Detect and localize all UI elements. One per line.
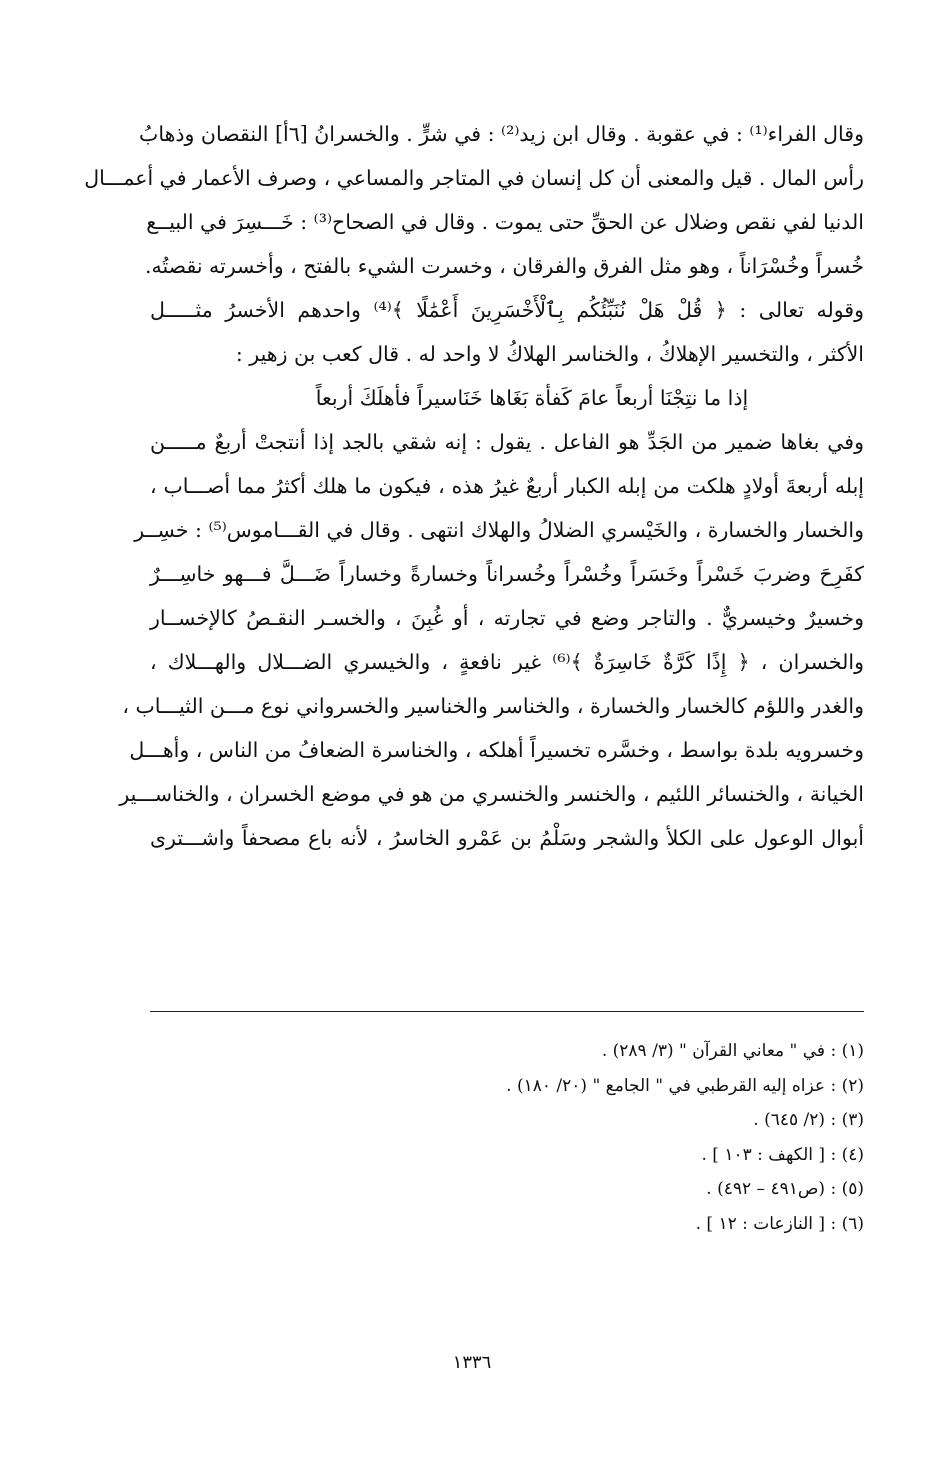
text-line-1: وقال الفراء⁽¹⁾ : في عقوبة . وقال ابن زيد⁽²⁾ : في شرٍّ . والخسرانُ [٦أ] النقصان وذهابُ (139, 122, 864, 146)
page-number: ١٣٣٦ (452, 1352, 492, 1373)
footnotes (244, 1034, 864, 1241)
text-line-16: الخيانة ، والخنسائر اللئيم ، والخنسر والخنسري من هو في موضع الخسران ، والخناســـير (119, 782, 864, 806)
footnote-4: (٤) : [ الكهف : ١٠٣ ] . (701, 1144, 864, 1165)
text-line-10: والخسار والخسارة ، والخَيْسري الضلالُ والهلاك انتهى . وقال في القـــاموس⁽⁵⁾ : خسِــر (134, 518, 864, 542)
text-line-6: الأكثر ، والتخسير الإهلاكُ ، والخناسر الهلاكُ لا واحد له . قال كعب بن زهير : (235, 342, 864, 366)
text-line-12: وخسيرٌ وخيسريٌّ . والتاجر وضع في تجارته ، أو غُبِنَ ، والخسـر النقـصُ كالإخســار (150, 606, 864, 630)
footnote-5: (٥) : (ص٤٩١ – ٤٩٢) . (706, 1179, 864, 1199)
text-line-11: كفَرِحَ وضربَ خَسْراً وخَسَراً وخُسْراً وخُسراناً وخسارةً وخساراً ضَـــلَّ فـــهو خاسِـــرٌ (150, 562, 864, 586)
footnote-6: (٦) : [ النازعات : ١٢ ] . (695, 1213, 864, 1234)
footnote-3: (٣) : (٢/ ٦٤٥) . (753, 1110, 864, 1130)
text-line-8: وفي بغاها ضمير من الجَدِّ هو الفاعل . يقول : إنه شقي بالجد إذا أنتجتْ أربعٌ مـــــن (150, 430, 864, 454)
text-line-3: الدنيا لفي نقص وضلال عن الحقِّ حتى يموت . وقال في الصحاح⁽³⁾ : خَـــسِرَ في البيــع (146, 210, 864, 234)
text-line-14: والغدر واللؤم كالخسار والخسارة ، والخناسر والخناسير والخسرواني نوع مـــن الثيـــاب ، (122, 694, 864, 718)
text-line-2: رأس المال . قيل والمعنى أن كل إنسان في المتاجر والمساعي ، وصرف الأعمار في أعمـــال (84, 166, 864, 190)
text-line-4: خُسراً وخُسْرَاناً ، وهو مثل الفرق والفرقان ، وخسرت الشيء بالفتح ، وأخسرته نقصتُه. (144, 254, 864, 278)
text-line-9: إبله أربعةَ أولادٍ هلكت من إبله الكبار أربعٌ غيرُ هذه ، فيكون ما هلك أكثرُ مما أصـــاب ، (150, 474, 864, 498)
text-line-5: وقوله تعالى : ﴿ قُلْ هَلْ نُنَبِّئُكُم بِٱلْأَخْسَرِينَ أَعْمَٰلًا ﴾⁽⁴⁾ واحدهم الأخسرُ مثـــــل (150, 298, 864, 322)
footnote-separator (150, 1011, 864, 1012)
footnote-2: (٢) : عزاه إليه القرطبي في " الجامع " (٢٠/ ١٨٠) . (506, 1075, 864, 1096)
text-line-17: أبوال الوعول على الكلأ والشجر وسَلْمُ بن عَمْرو الخاسرُ ، لأنه باع مصحفاً واشـــترى (150, 826, 864, 850)
text-line-13: والخسران ، ﴿ إِذًا كَرَّةٌ خَاسِرَةٌ ﴾⁽⁶⁾ غير نافعةٍ ، والخيسري الضـــلال والهـــلاك ، (150, 650, 864, 674)
poetry-verse: إذا ما نتِجْنَا أربعاً عامَ كَفأة بَغَاها خَنَاسيراً فأهلَكَ أربعاً (315, 386, 749, 410)
main-text (84, 112, 864, 860)
footnote-1: (١) : في " معاني القرآن " (٣/ ٢٨٩) . (601, 1041, 864, 1061)
text-line-15: وخسرويه بلدة بواسط ، وخسَّره تخسيراً أهلكه ، والخناسرة الضعافُ من الناس ، وأهـــل (129, 738, 864, 762)
